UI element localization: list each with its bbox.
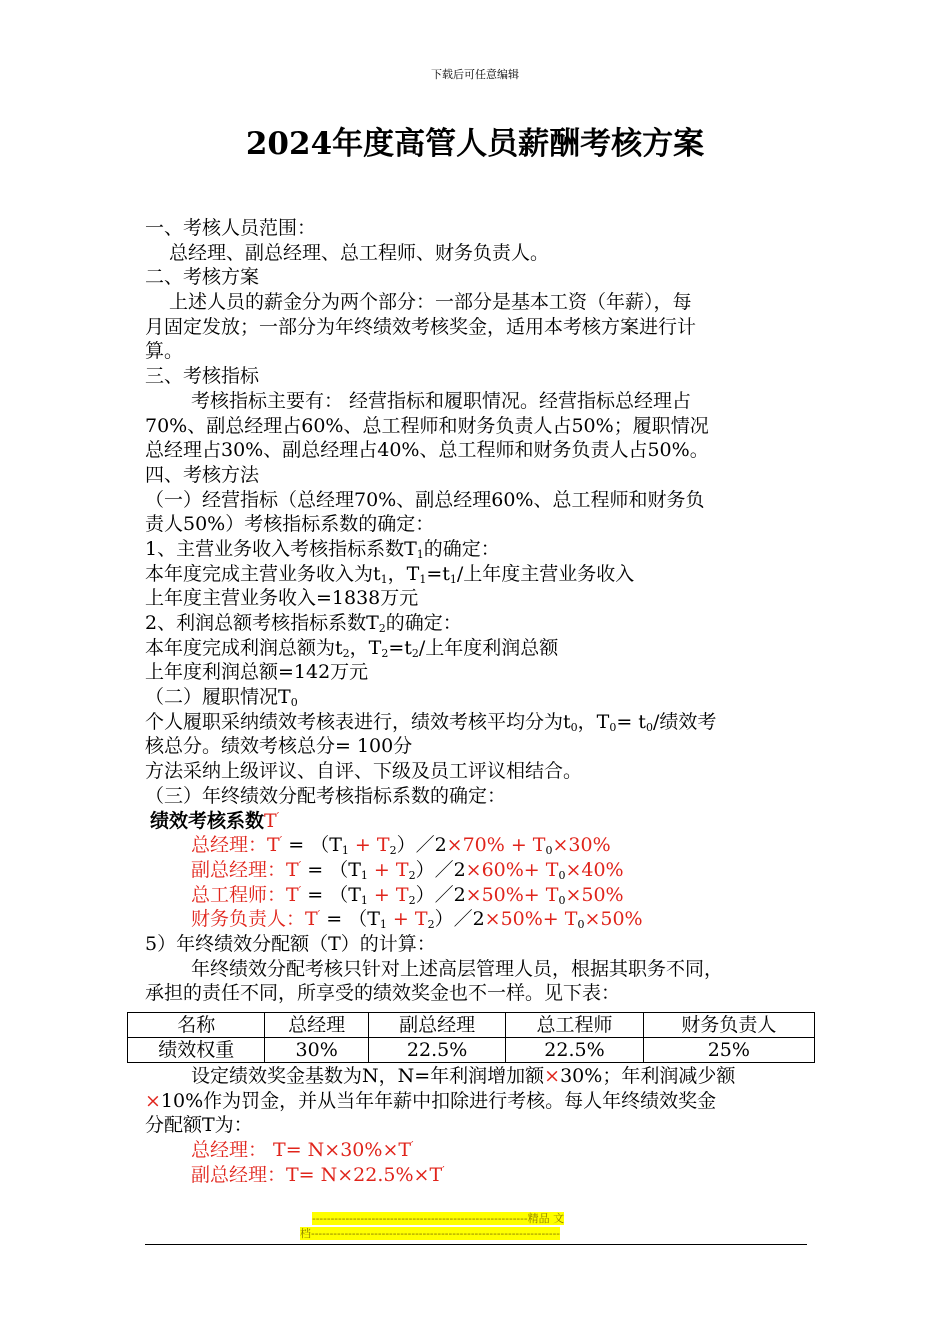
formula-cfo: 财务负责人：$T' = (T_1$ + $T_2)/2\times 50\%+ T_0\times 50\%$	[191, 908, 643, 932]
section-5-heading: 5）年终绩效分配额（T）的计算：	[145, 932, 436, 955]
weight-table	[127, 1012, 815, 1063]
footer-line-2: 档-------------------------------------------------------------------	[300, 1227, 561, 1240]
section-3-heading: 三、考核指标	[145, 365, 260, 388]
performance-line-3: 方法采纳上级评议、自评、下级及员工评议相结合。	[145, 760, 583, 783]
section-5-line-2: 承担的责任不同，所享受的绩效奖金也不一样。见下表：	[145, 982, 621, 1005]
section-3-line-1: 考核指标主要有： 经营指标和履职情况。经营指标总经理占	[191, 389, 692, 412]
page-title: 2024年度高管人员薪酬考核方案	[245, 126, 705, 162]
table-header-cell: 总工程师	[506, 1013, 643, 1038]
section-2-line-1: 上述人员的薪金分为两个部分：一部分是基本工资（年薪），每	[169, 291, 692, 314]
item-1-heading: 1、主营业务收入考核指标系数$T_1$的确定：	[145, 537, 500, 561]
table-cell: 25%	[643, 1038, 814, 1063]
item-2-heading: 2、利润总额考核指标系数$T_2$的确定：	[145, 612, 462, 635]
table-header-row	[128, 1013, 815, 1038]
formula-ce: 总工程师：$T' = (T_1$ + $T_2)/2\times 50\%+ T_0\times 50\%$	[191, 883, 624, 907]
section-4-heading: 四、考核方法	[145, 463, 260, 486]
document-body	[145, 216, 810, 1006]
section-2-line-2: 月固定发放；一部分为年终绩效考核奖金，适用本考核方案进行计	[145, 315, 697, 338]
section-5-line-1: 年终绩效分配考核只针对上述高层管理人员，根据其职务不同，	[191, 957, 724, 980]
prev-profit: 上年度利润总额=142万元	[145, 661, 369, 684]
section-4c-heading: （三）年终绩效分配考核指标系数的确定：	[145, 784, 507, 807]
bonus-line-3: 分配额T为：	[145, 1114, 253, 1137]
coefficient-heading: 绩效考核系数T′	[150, 809, 280, 832]
table-cell: 30%	[265, 1038, 369, 1063]
t2-definition: 本年度完成利润总额为$t_2$，$T_2=t_2/$上年度利润总额	[145, 636, 559, 660]
performance-line-1: 个人履职采纳绩效考核表进行，绩效考核平均分为$t_0$，$T_0= t_0/$绩效考	[145, 710, 717, 734]
table-cell: 22.5%	[368, 1038, 505, 1063]
performance-line-2: 核总分。绩效考核总分= 100分	[145, 735, 413, 758]
section-1-body: 总经理、副总经理、总工程师、财务负责人。	[169, 241, 550, 264]
footer-divider	[145, 1244, 807, 1245]
table-cell: 绩效权重	[128, 1038, 265, 1063]
t1-definition: 本年度完成主营业务收入为$t_1$，$T_1=t_1/$上年度主营业务收入	[145, 562, 635, 586]
table-row	[128, 1038, 815, 1063]
bonus-formula-gm: 总经理： T= N×30%×T′	[191, 1139, 414, 1162]
footer-line-1: ----------------------------------------------------------精品 文	[312, 1212, 565, 1225]
section-2-heading: 二、考核方案	[145, 266, 260, 289]
section-1-heading: 一、考核人员范围：	[145, 217, 317, 239]
formula-gm: 总经理：$T' = (T_1$ + $T_2)/2\times 70\% + T_0\times 30\%$	[191, 834, 611, 858]
prev-revenue: 上年度主营业务收入=1838万元	[145, 587, 419, 610]
bonus-line-1: 设定绩效奖金基数为N，N=年利润增加额×30%；年利润减少额	[191, 1065, 736, 1087]
table-header-cell: 财务负责人	[643, 1013, 814, 1038]
bonus-formula-dgm: 副总经理：T= N×22.5%×T′	[191, 1163, 445, 1186]
footer-watermark	[300, 1211, 650, 1241]
section-3-line-3: 总经理占30%、副总经理占40%、总工程师和财务负责人占50%。	[145, 439, 709, 462]
bonus-line-2: ×10%作为罚金，并从当年年薪中扣除进行考核。每人年终绩效奖金	[145, 1089, 717, 1112]
section-3-line-2: 70%、副总经理占60%、总工程师和财务负责人占50%；履职情况	[145, 414, 709, 437]
table-header-cell: 名称	[128, 1013, 265, 1038]
formula-dgm: 副总经理：$T' = (T_1$ + $T_2)/2\times 60\%+ T_0\times 40\%$	[191, 858, 624, 882]
table-cell: 22.5%	[506, 1038, 643, 1063]
section-4a-line-1: （一）经营指标（总经理70%、副总经理60%、总工程师和财务负	[145, 488, 705, 511]
section-2-line-3: 算。	[145, 340, 184, 363]
section-4b-heading: （二）履职情况$T_0$	[145, 686, 298, 710]
table-header-cell: 副总经理	[368, 1013, 505, 1038]
header-note: 下载后可任意编辑	[431, 68, 519, 81]
section-4a-line-2: 责人50%）考核指标系数的确定：	[145, 513, 435, 536]
table-header-cell: 总经理	[265, 1013, 369, 1038]
bonus-section	[145, 1064, 810, 1187]
